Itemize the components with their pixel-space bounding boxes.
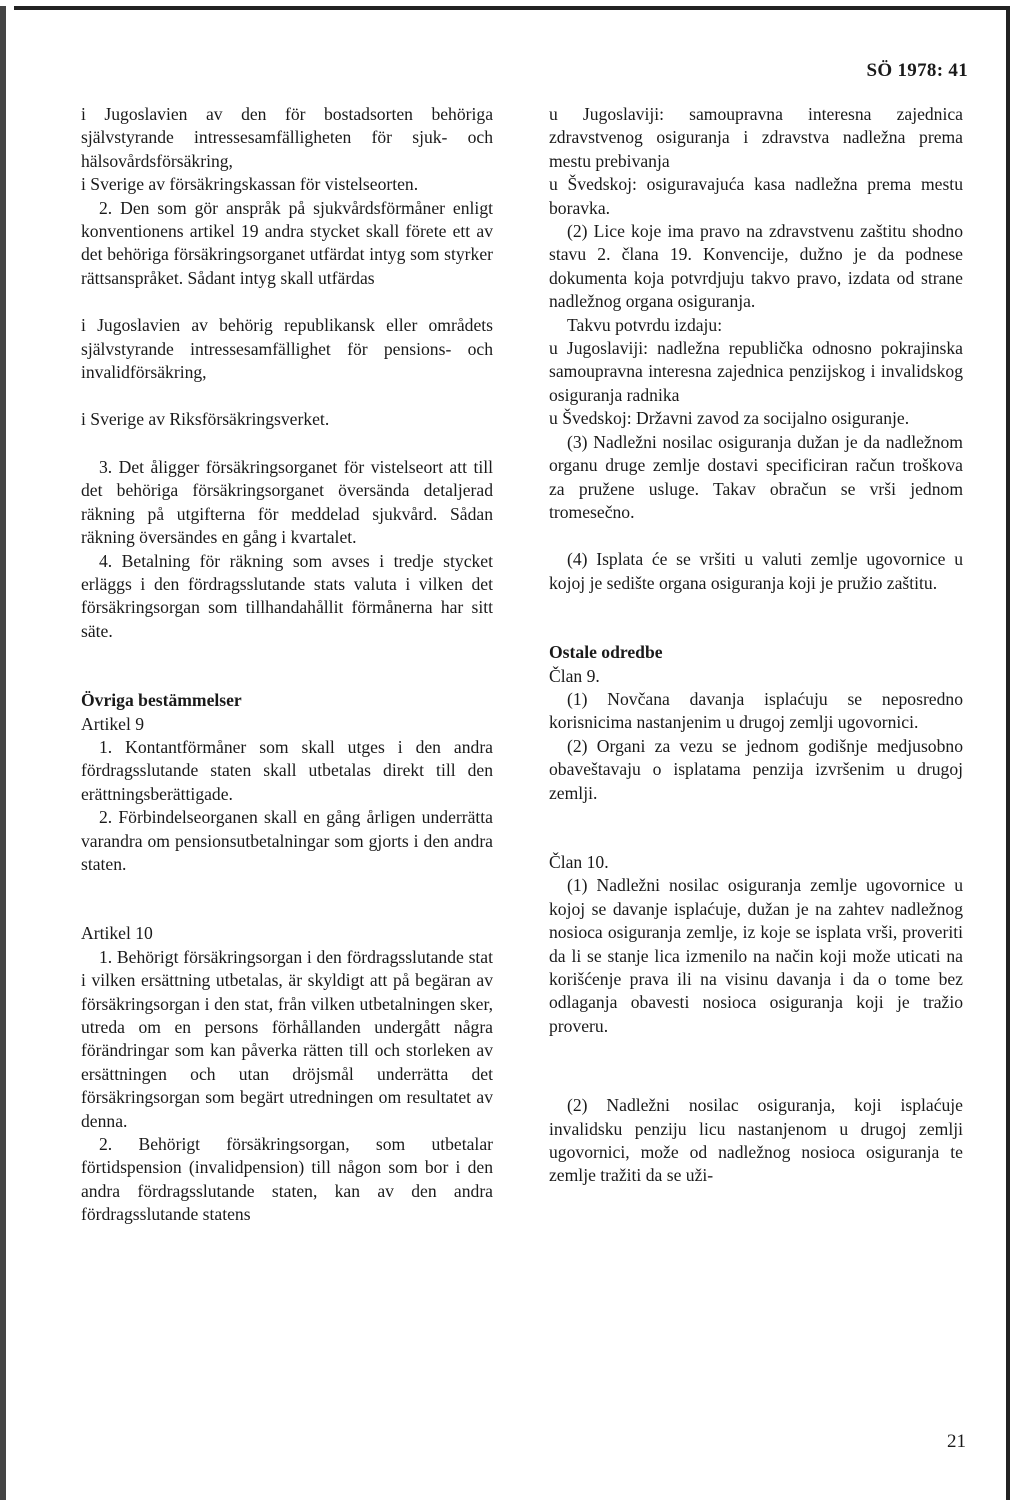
- paragraph: (1) Nadležni nosilac osiguranja zemlje ugovornice u kojoj se davanje isplaćuje, dužan je na zahtev nadležnog nosioca osiguranja zemlje, iz koje se isplata vrši, proveriti da li se stanje lica izmenilo na način koji može uticati na korišćenje prava ili na visinu davanja i da o tome bez odlaganja obavesti nosioca osiguranja koji je tražio proveru.: [549, 875, 963, 1036]
- paragraph: 1. Kontantförmåner som skall utges i den andra fördragsslutande staten skall utbetalas direkt till den erättningsberättigade.: [81, 736, 493, 804]
- paragraph: (4) Isplata će se vršiti u valuti zemlje ugovornice u kojoj je sedište organa osiguranja koji je pružio zaštitu.: [549, 549, 963, 593]
- paragraph: 1. Behörigt försäkringsorgan i den fördragsslutande stat i vilken ersättning utbetalas, är skyldigt att på begäran av försäkringsorgan i den stat, från vilken utbetalningen sker, utreda om en persons förhållanden undergått några förändringar som kan påverka rätten till och storleken av ersättningen och utan dröjsmål underrätta det försäkringsorgan som begärt utredningen om resultatet av denna.: [81, 946, 493, 1131]
- paragraph: 2. Förbindelseorganen skall en gång årligen underrätta varandra om pensionsutbetalningar som gjorts i den andra staten.: [81, 807, 493, 874]
- paragraph: (2) Organi za vezu se jednom godišnje medjusobno obaveštavaju o isplatama penzija izvršenim u drugoj zemlji.: [549, 735, 963, 803]
- paragraph: u Jugoslaviji: nadležna republička odnosno pokrajinska samoupravna interesna zajednica penzijskog i invalidskog osiguranja radnika: [549, 338, 963, 405]
- paragraph: 2. Den som gör anspråk på sjukvårdsförmåner enligt konventionens artikel 19 andra stycket skall förete ett av det behöriga försäkringsorganet utfärdat intyg som styrker rättsanspråket. Sådant intyg skall utfärdas: [81, 197, 493, 288]
- paragraph: i Sverige av Riksförsäkringsverket.: [81, 409, 330, 430]
- swedish-column: [81, 103, 493, 1227]
- paragraph: 2. Behörigt försäkringsorgan, som utbetalar förtidspension (invalidpension) till någon som bor i den andra fördragsslutande staten, kan av den andra fördragsslutande statens: [81, 1134, 493, 1225]
- paragraph: (2) Lice koje ima pravo na zdravstvenu zaštitu shodno stavu 2. člana 19. Konvencije, dužno je da podnese dokumenta koja potvrdjuju takvo pravo, izdata od strane nadležnog organa osiguranja.: [549, 221, 963, 312]
- paragraph: (2) Nadležni nosilac osiguranja, koji isplaćuje invalidsku penziju licu nastanjenom u drugoj zemlji ugovornici, može od nadležnog nosioca osiguranja te zemlje tražiti da se uži-: [549, 1095, 963, 1186]
- paragraph: i Jugoslavien av behörig republikansk eller områdets självstyrande intressesamfällighet för pensions- och invalidförsäkring,: [81, 315, 493, 383]
- paragraph: i Jugoslavien av den för bostadsorten behöriga självstyrande intressesamfälligheten för sjuk- och hälsovårdsförsäkring,: [81, 104, 493, 171]
- paragraph: u Švedskoj: Državni zavod za socijalno osiguranje.: [549, 408, 910, 429]
- article-title: Član 9.: [549, 665, 600, 686]
- paragraph: i Sverige av försäkringskassan för vistelseorten.: [81, 174, 419, 195]
- page-reference: SÖ 1978: 41: [866, 60, 968, 81]
- article-title: Član 10.: [549, 851, 609, 872]
- section-heading: Ostale odredbe: [549, 642, 663, 663]
- page-number: 21: [947, 1431, 966, 1452]
- paragraph: 4. Betalning för räkning som avses i tredje stycket erläggs i den fördragsslutande stats valuta i vilken det försäkringsorgan som tillhandahållit förmånerna har sitt säte.: [81, 550, 493, 641]
- page-border-top: [14, 6, 1010, 10]
- section-heading: Övriga bestämmelser: [81, 690, 242, 711]
- article-title: Artikel 9: [81, 713, 145, 734]
- paragraph: 3. Det åligger försäkringsorganet för vistelseort att till det behöriga försäkringsorganet översända detaljerad räkning på utgifterna för meddelad sjukvård. Sådan räkning översändes en gång i kvartalet.: [81, 456, 493, 548]
- article-title: Artikel 10: [81, 923, 153, 944]
- paragraph: Takvu potvrdu izdaju:: [567, 314, 723, 335]
- page-border-right: [1006, 6, 1010, 1500]
- paragraph: u Jugoslaviji: samoupravna interesna zajednica zdravstvenog osiguranja i zdravstva nadležna prema mestu prebivanja: [549, 104, 963, 171]
- page-border-left: [0, 6, 6, 1500]
- paragraph: (1) Novčana davanja isplaćuju se neposredno korisnicima nastanjenim u drugoj zemlji ugovornici.: [549, 688, 963, 733]
- serbocroatian-column: [549, 103, 963, 1188]
- paragraph: (3) Nadležni nosilac osiguranja dužan je da nadležnom organu druge zemlje dostavi specificiran račun troškova za pružene usluge. Takav obračun se vrši jednom tromesečno.: [549, 431, 963, 522]
- paragraph: u Švedskoj: osiguravajuća kasa nadležna prema mestu boravka.: [549, 174, 963, 218]
